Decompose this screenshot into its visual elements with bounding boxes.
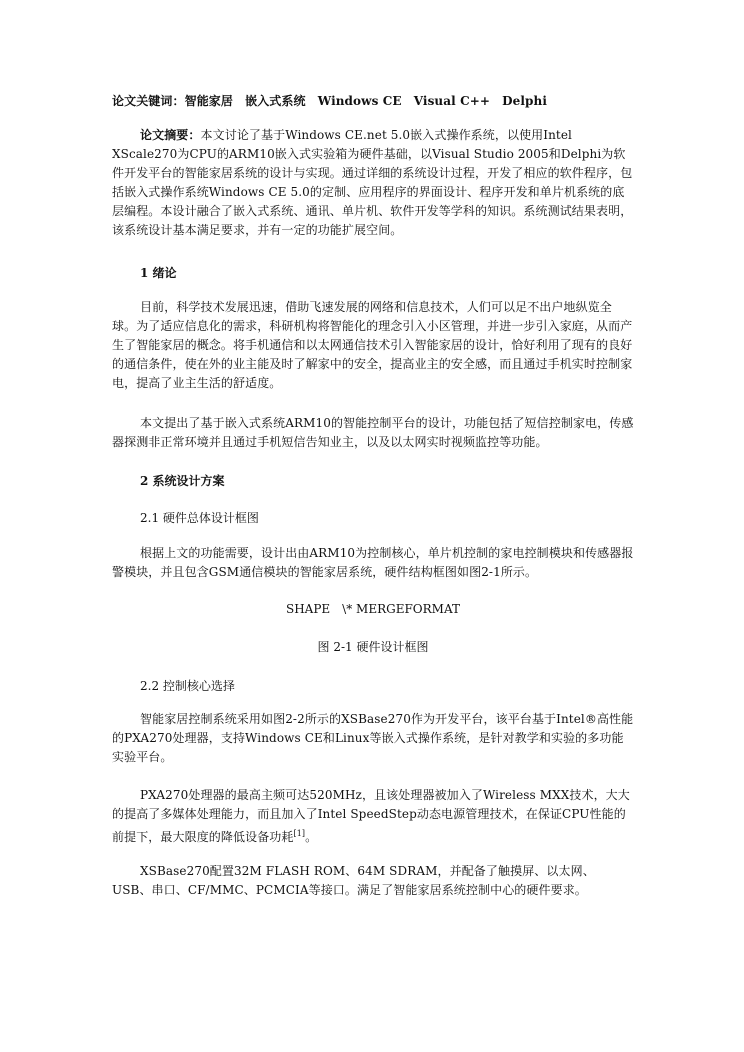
section-2-heading: 2 系统设计方案 <box>140 474 225 488</box>
section-2-2-heading: 2.2 控制核心选择 <box>140 679 235 693</box>
abstract-label: 论文摘要： <box>140 128 201 142</box>
paragraph-end: 。 <box>305 830 318 844</box>
section-2-1-heading: 2.1 硬件总体设计框图 <box>140 511 259 525</box>
abstract-paragraph <box>112 126 634 240</box>
paragraph-text: PXA270处理器的最高主频可达520MHz，且该处理器被加入了Wireless MXX技术，大大的提高了多媒体处理能力，而且加入了Intel SpeedStep动态电源管理技术，在保证CPU性能的前提下，最大限度的降低设备功耗 <box>112 788 630 844</box>
citation-reference[interactable]: [1] <box>293 829 306 838</box>
section-2-2-paragraph-2 <box>112 786 634 847</box>
figure-caption: 图 2-1 硬件设计框图 <box>317 640 429 654</box>
keywords-line <box>112 92 634 111</box>
keywords-label: 论文关键词： <box>112 94 185 108</box>
section-1-paragraph-2: 本文提出了基于嵌入式系统ARM10的智能控制平台的设计，功能包括了短信控制家电，传感器探测非正常环境并且通过手机短信告知业主，以及以太网实时视频监控等功能。 <box>112 416 634 449</box>
abstract-text: 本文讨论了基于Windows CE.net 5.0嵌入式操作系统，以使用Intel XScale270为CPU的ARM10嵌入式实验箱为硬件基础，以Visual Studio 2005和Delphi为软件开发平台的智能家居系统的设计与实现。通过详细的系统设计过程，开发了相应的软件程序，包括嵌入式操作系统Windows CE 5.0的定制、应用程序的界面设计、程序开发和单片机系统的底层编程。本设计融合了嵌入式系统、通讯、单片机、软件开发等学科的知识。系统测试结果表明，该系统设计基本满足要求，并有一定的功能扩展空间。 <box>112 128 633 237</box>
section-2-2-paragraph-1: 智能家居控制系统采用如图2-2所示的XSBase270作为开发平台，该平台基于Intel®高性能的PXA270处理器，支持Windows CE和Linux等嵌入式操作系统，是针对教学和实验的多功能实验平台。 <box>112 712 634 764</box>
section-2-1-paragraph: 根据上文的功能需要，设计出由ARM10为控制核心，单片机控制的家电控制模块和传感器报警模块，并且包含GSM通信模块的智能家居系统，硬件结构框图如图2-1所示。 <box>112 546 634 579</box>
section-1-paragraph-1: 目前，科学技术发展迅速，借助飞速发展的网络和信息技术，人们可以足不出户地纵览全球。为了适应信息化的需求，科研机构将智能化的理念引入小区管理，并进一步引入家庭，从而产生了智能家居的概念。将手机通信和以太网通信技术引入智能家居的设计，恰好利用了现有的良好的通信条件，使在外的业主能及时了解家中的安全，提高业主的安全感，而且通过手机实时控制家电，提高了业主生活的舒适度。 <box>112 300 633 390</box>
keywords-text: 智能家居 嵌入式系统 Windows CE Visual C++ Delphi <box>184 94 547 108</box>
shape-placeholder: SHAPE \* MERGEFORMAT <box>286 602 460 616</box>
section-2-2-paragraph-3: XSBase270配置32M FLASH ROM、64M SDRAM，并配备了触摸屏、以太网、USB、串口、CF/MMC、PCMCIA等接口。满足了智能家居系统控制中心的硬件要求。 <box>112 864 595 897</box>
section-1-heading: 1 绪论 <box>140 266 177 280</box>
